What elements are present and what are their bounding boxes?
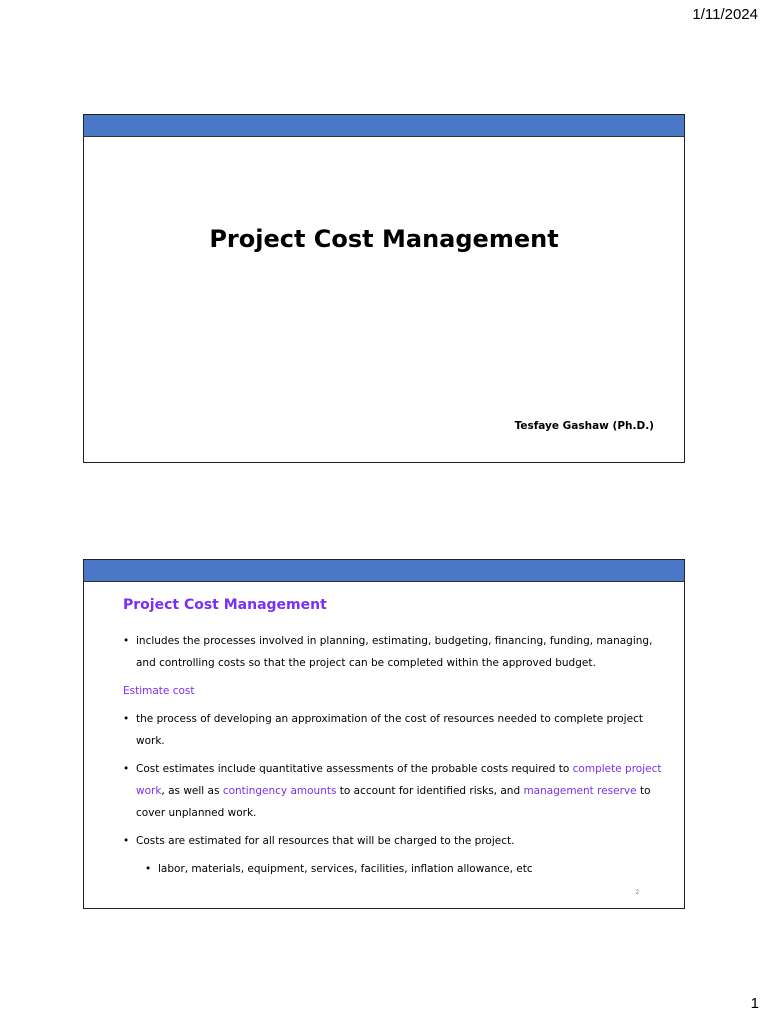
- bullet-text: to cover unplanned work.: [136, 785, 651, 819]
- slide-header-bar: [84, 115, 684, 137]
- slide-title: Project Cost Management: [209, 225, 559, 253]
- slide-1: [83, 114, 685, 463]
- bullet-text: , as well as: [161, 785, 223, 797]
- slide-title: Project Cost Management: [123, 597, 327, 613]
- page-number: 1: [750, 995, 759, 1012]
- slide-header-bar: [84, 560, 684, 582]
- sub-bullet-item: • labor, materials, equipment, services, facilities, inflation allowance, etc: [145, 858, 664, 880]
- bullet-text: Cost estimates include quantitative assessments of the probable costs required to: [136, 763, 573, 775]
- slide-author: Tesfaye Gashaw (Ph.D.): [514, 420, 654, 432]
- bullet-item: • Costs are estimated for all resources that will be charged to the project.: [123, 830, 664, 852]
- slide-2: [83, 559, 685, 909]
- section-subheading: Estimate cost: [123, 685, 195, 697]
- highlighted-term: complete project work: [136, 763, 662, 797]
- bullet-item: [123, 758, 664, 824]
- bullet-item: • includes the processes involved in planning, estimating, budgeting, financing, funding, managing, and controlling costs so that the project can be completed within the approved budget.: [123, 630, 664, 674]
- highlighted-term: management reserve: [523, 785, 637, 797]
- print-date: 1/11/2024: [692, 6, 758, 23]
- slide-body: [123, 630, 664, 886]
- slide-number: 2: [635, 890, 639, 896]
- highlighted-term: contingency amounts: [222, 785, 337, 797]
- bullet-text: to account for identified risks, and: [336, 785, 524, 797]
- bullet-item: • the process of developing an approximation of the cost of resources needed to complete project work.: [123, 708, 664, 752]
